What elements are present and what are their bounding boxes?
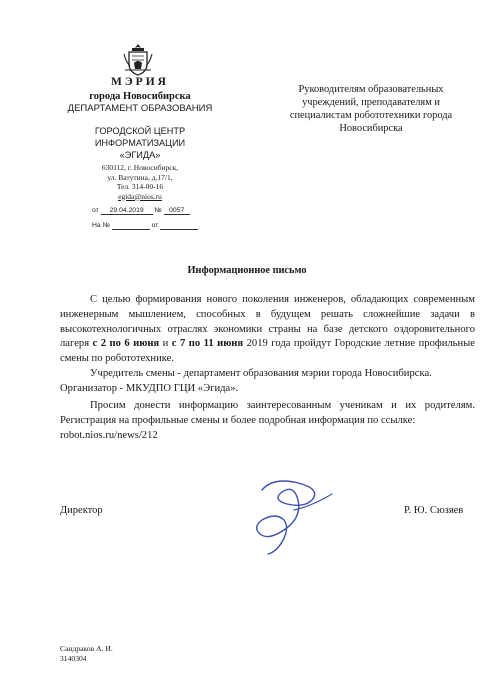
na-label: На № [92,222,110,229]
incoming-date-blank [160,222,198,230]
recipient-block [271,83,471,135]
executor-name: Сандраков А. И. [60,644,113,653]
novosibirsk-coat-of-arms-icon [121,42,155,76]
ot2-label: от [151,222,159,229]
p2-line-2: Организатор - МКУДПО ГЦИ «Эгида». [60,382,239,394]
recipient-line-1: Руководителям образовательных [298,84,444,95]
email-link[interactable]: egida@nios.ru [118,191,162,201]
paragraph-2 [60,367,475,397]
city-name: города Новосибирска [89,91,191,102]
phone-line: Тел. 314-00-16 [116,182,164,191]
org-line-2: ИНФОРМАТИЗАЦИИ [94,138,186,148]
department-name: ДЕПАРТАМЕНТ ОБРАЗОВАНИЯ [67,103,213,114]
org-line-1: ГОРОДСКОЙ ЦЕНТР [94,126,186,136]
p1-dates-1: с 2 по 6 июня [92,338,160,350]
p1-dates-2: с 7 по 11 июня [171,338,244,350]
organization-name [70,125,210,161]
p1-text-3: 2019 года пройдут Городские летние профильные смены по робототехнике. [60,338,476,365]
incoming-registration [92,222,198,230]
executor-info [60,644,113,664]
p1-text-1: С целью формирования нового поколения инженеров, обладающих современным инженерным мышлением, способных в будущем решать сложнейшие задачи в высокотехнологичных отраслях экономики страны на базе детского оздоровительного лагеря [60,294,475,350]
letter-date: 29.04.2019 [101,207,153,215]
letter-title: Информационное письмо [187,265,307,276]
recipient-line-3: специалистам робототехники города [289,110,453,121]
outgoing-registration [92,207,190,215]
registration-link[interactable]: robot.nios.ru/news/212 [60,429,158,441]
signer-position: Директор [60,505,103,516]
p3-text: Просим донести информацию заинтересованным ученикам и их родителям. Регистрация на профильные смены и более подробная информация по ссылке: [60,400,475,426]
paragraph-3 [60,399,475,443]
ot-label: от [92,207,99,214]
address-line-1: 630112, г. Новосибирск, [101,163,179,172]
p2-line-1: Учредитель смены - департамент образования мэрии города Новосибирска. [90,368,432,379]
incoming-number-blank [112,222,150,230]
mayoralty-title: МЭРИЯ [111,76,169,88]
recipient-line-4: Новосибирска [339,123,403,134]
letter-number: 0057 [164,207,190,215]
p1-text-2: и [159,338,172,350]
address-line-2: ул. Ватутина, д.17/1, [107,172,173,182]
paragraph-1 [60,293,475,367]
organization-address [70,163,210,201]
handwritten-signature [232,470,342,560]
org-line-3: «ЭГИДА» [119,150,161,160]
recipient-line-2: учреждений, преподавателям и [302,97,440,108]
executor-phone: 3140304 [60,654,87,663]
signer-name: Р. Ю. Сюзяев [404,505,464,516]
number-label: № [154,207,162,214]
